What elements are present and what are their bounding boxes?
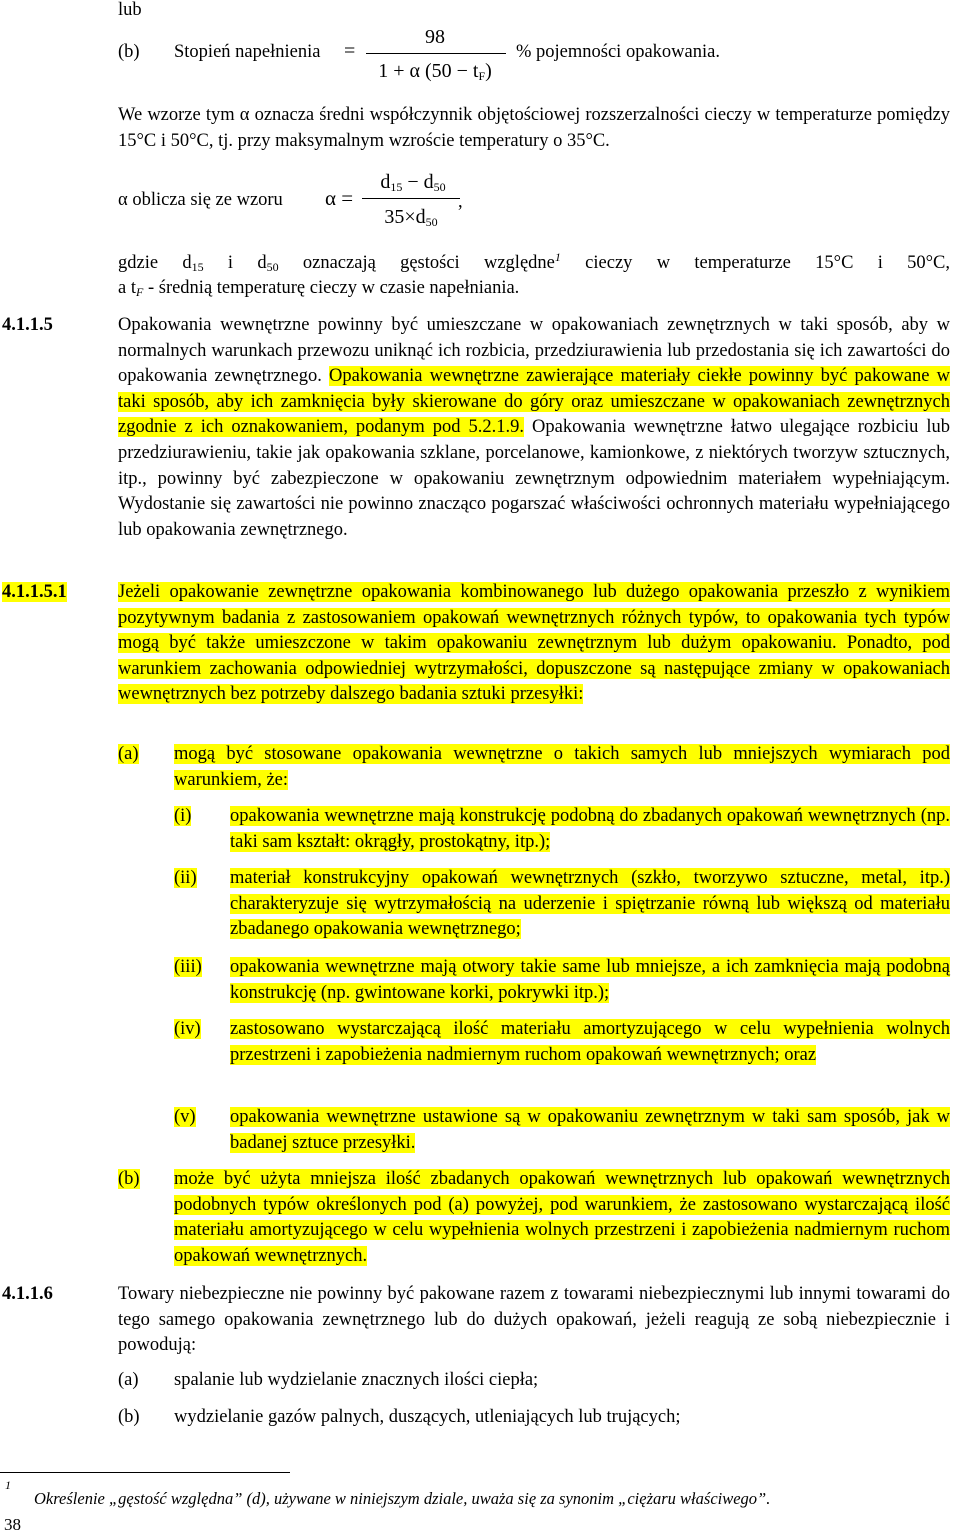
alpha-definition-paragraph: We wzorze tym α oznacza średni współczynnik objętościowej rozszerzalności cieczy w temperaturze pomiędzy 15°C i 50°C, tj. przy maksymalnym wzroście temperatury o 35°C. <box>118 105 950 151</box>
item-4116-a-label: (a) <box>118 1370 139 1390</box>
subitem-iii-text: opakowania wewnętrzne mają otwory takie same lub mniejsze, a ich zamknięcia mają podobną konstrukcję (np. gwintowane korki, pokrywki itp.); <box>230 957 950 1003</box>
section-41151-number: 4.1.1.5.1 <box>2 582 67 602</box>
footnote-mark: 1 <box>5 1478 11 1492</box>
subitem-iii-label: (iii) <box>174 957 202 977</box>
where-line-2: a $t_F$ - średnią temperaturę cieczy w czasie napełniania. <box>118 278 520 299</box>
alpha-equals: α = <box>325 186 354 210</box>
footnote-text: Określenie „gęstość względna” (d), używane w niniejszym dziale, uważa się za synonim „ciężaru właściwego”. <box>34 1489 771 1508</box>
equals-sign: = <box>344 40 356 62</box>
subitem-v-label: (v) <box>174 1107 196 1127</box>
section-4115-body: Opakowania wewnętrzne powinny być umieszczane w opakowaniach zewnętrznych w taki sposób, aby w normalnych warunkach przewozu uniknąć ich rozbicia, przedziurawienia lub przedostania się ich zawartości do opakowania zewnętrznego. Opakowania wewnętrzne zawierające materiały ciekłe powinny być pakowane w taki sposób, aby ich zamknięcia były skierowane do góry oraz umieszczane w opakowaniach zewnętrznych zgodnie z ich oznakowaniem, podanym pod 5.2.1.9. Opakowania wewnętrzne łatwo ulegające rozbiciu lub przedziurawieniu, takie jak opakowania szklane, porcelanowe, kamionkowe, z niektórych tworzyw sztucznych, itp., powinny być zabezpieczone w opakowaniu zewnętrznym odpowiednim materiałem wypełniającym. Wydostanie się zawartości nie powinno znacząco pogarszać właściwości ochronnych materiału wypełniającego lub opakowania zewnętrznego. <box>118 315 950 540</box>
fraction-denominator: 1 + α $(50 - t_F)$ <box>378 60 492 83</box>
fraction-numerator: 98 <box>425 26 445 48</box>
alpha-denominator: $35\times d_{50}$ <box>384 206 438 229</box>
item-4116-b-label: (b) <box>118 1407 140 1427</box>
item-a-label: (a) <box>118 744 139 764</box>
footnote-separator <box>0 1472 290 1473</box>
fill-ratio-suffix: % pojemności opakowania. <box>516 42 720 62</box>
subitem-iv-label: (iv) <box>174 1019 201 1039</box>
subitem-i-label: (i) <box>174 806 192 826</box>
section-4116-body: Towary niebezpieczne nie powinny być pakowane razem z towarami niebezpiecznymi lub innymi towarami do tego samego opakowania zewnętrznego lub do dużych opakowań, jeżeli reagują ze sobą niebezpiecznie i powodują: <box>118 1284 950 1356</box>
alpha-numerator: $d_{15} - d_{50}$ <box>380 171 446 194</box>
item-a-text: mogą być stosowane opakowania wewnętrzne o takich samych lub mniejszych wymiarach pod warunkiem, że: <box>174 744 950 790</box>
item-b2-text: może być użyta mniejsza ilość zbadanych opakowań wewnętrznych lub opakowań wewnętrznych podobnych typów określonych pod (a) powyżej, pod warunkiem, że zastosowano wystarczającą ilość materiału amortyzującego w celu wypełnienia wolnych przestrzeni i zapobieżenia nadmiernym ruchom opakowań wewnętrznych. <box>174 1169 950 1266</box>
alpha-formula-lead: α oblicza się ze wzoru <box>118 190 283 210</box>
subitem-v-text: opakowania wewnętrzne ustawione są w opakowaniu zewnętrznym w taki sam sposób, jak w badanej sztuce przesyłki. <box>230 1107 950 1153</box>
item-b2-label: (b) <box>118 1169 140 1189</box>
alpha-comma: , <box>458 192 463 212</box>
subitem-i-text: opakowania wewnętrzne mają konstrukcję podobną do zbadanych opakowań wewnętrznych (np. taki sam kształt: okrągły, prostokątny, itp.); <box>230 806 950 852</box>
item-4116-a-text: spalanie lub wydzielanie znacznych ilości ciepła; <box>174 1370 539 1390</box>
subitem-ii-label: (ii) <box>174 868 197 888</box>
subitem-ii-text: materiał konstrukcyjny opakowań wewnętrznych (szkło, tworzywo sztuczne, metal, itp.) charakteryzuje się wytrzymałością na uderzenie i spiętrzanie równą lub większą od materiału zbadanego opakowania wewnętrznego; <box>230 868 950 940</box>
item-4116-b-text: wydzielanie gazów palnych, duszących, utleniających lub trujących; <box>174 1407 681 1427</box>
word-lub: lub <box>118 0 142 20</box>
section-4115-number: 4.1.1.5 <box>2 315 53 335</box>
highlight-liquids: Opakowania wewnętrzne zawierające materiały ciekłe powinny być pakowane w taki sposób, aby ich zamknięcia były skierowane do góry oraz umieszczane w opakowaniach zewnętrznych zgodnie z ich oznakowaniem, podanym pod 5.2.1.9. <box>118 366 950 438</box>
alpha-fraction-bar <box>362 198 460 199</box>
subitem-iv-text: zastosowano wystarczającą ilość materiału amortyzującego w celu wypełnienia wolnych przestrzeni i zapobieżenia nadmiernym ruchom opakowań wewnętrznych; oraz <box>230 1019 950 1065</box>
fraction-bar <box>366 53 506 54</box>
section-4116-number: 4.1.1.6 <box>2 1284 53 1304</box>
page-number: 38 <box>4 1515 21 1534</box>
section-41151-intro: Jeżeli opakowanie zewnętrzne opakowania kombinowanego lub dużego opakowania przeszło z wynikiem pozytywnym badania z zastosowaniem opakowań wewnętrznych różnych typów, to opakowania tych typów mogą być także umieszczone w takim opakowaniu zewnętrznym lub dużym opakowaniu. Ponadto, pod warunkiem zachowania odpowiedniej wytrzymałości, dopuszczone są następujące zmiany w opakowaniach wewnętrznych bez potrzeby dalszego badania sztuki przesyłki: <box>118 582 950 705</box>
fill-ratio-label: Stopień napełnienia <box>174 42 321 62</box>
where-line-1: gdzie $d_{15}$ i $d_{50}$ oznaczają gęstości względne$^1$ cieczy w temperaturze 15°C i 50°C, <box>118 249 951 274</box>
item-b-label: (b) <box>118 42 140 62</box>
